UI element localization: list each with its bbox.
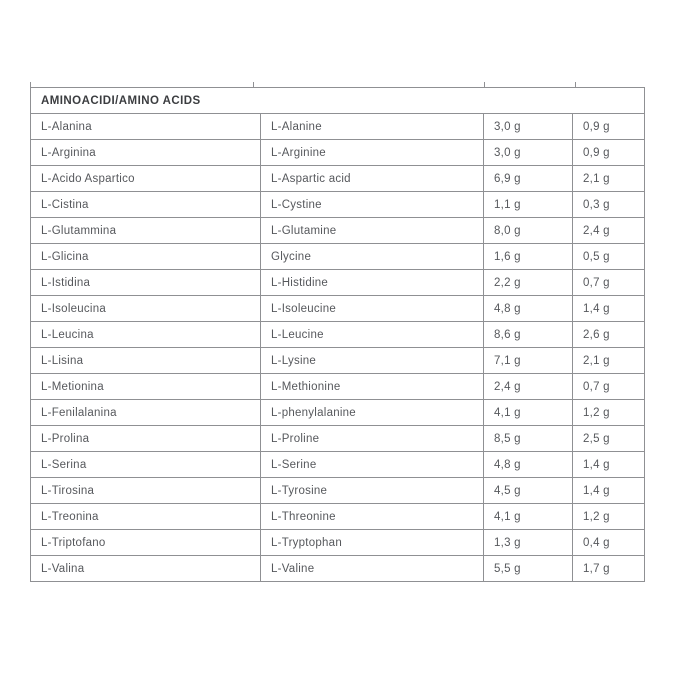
amino-name-english-cell: L-phenylalanine bbox=[261, 400, 484, 426]
table-row bbox=[31, 296, 645, 322]
amino-name-italian-cell: L-Isoleucina bbox=[31, 296, 261, 322]
amino-name-english-cell: L-Tyrosine bbox=[261, 478, 484, 504]
amino-name-italian-cell: L-Tirosina bbox=[31, 478, 261, 504]
amino-name-english-cell: L-Tryptophan bbox=[261, 530, 484, 556]
amino-name-italian-cell: L-Prolina bbox=[31, 426, 261, 452]
amino-name-italian-cell: L-Acido Aspartico bbox=[31, 166, 261, 192]
amino-name-italian-cell: L-Metionina bbox=[31, 374, 261, 400]
table-row bbox=[31, 530, 645, 556]
amount-value-1-cell: 8,0 g bbox=[484, 218, 573, 244]
amino-name-english-cell: L-Lysine bbox=[261, 348, 484, 374]
amino-name-italian-cell: L-Serina bbox=[31, 452, 261, 478]
amount-value-2-cell: 0,3 g bbox=[573, 192, 645, 218]
amount-value-2-cell: 2,5 g bbox=[573, 426, 645, 452]
amino-name-italian-cell: L-Istidina bbox=[31, 270, 261, 296]
amino-name-english-cell: Glycine bbox=[261, 244, 484, 270]
amount-value-1-cell: 1,1 g bbox=[484, 192, 573, 218]
amino-name-italian-cell: L-Treonina bbox=[31, 504, 261, 530]
amino-name-english-cell: L-Arginine bbox=[261, 140, 484, 166]
table-row bbox=[31, 400, 645, 426]
table-row bbox=[31, 556, 645, 582]
section-header-label: AMINOACIDI/AMINO ACIDS bbox=[31, 88, 645, 114]
amino-name-english-cell: L-Isoleucine bbox=[261, 296, 484, 322]
table-row bbox=[31, 114, 645, 140]
amino-name-english-cell: L-Histidine bbox=[261, 270, 484, 296]
amino-acids-table bbox=[30, 87, 645, 582]
amino-name-italian-cell: L-Glicina bbox=[31, 244, 261, 270]
table-row bbox=[31, 452, 645, 478]
amino-name-english-cell: L-Valine bbox=[261, 556, 484, 582]
amino-name-italian-cell: L-Alanina bbox=[31, 114, 261, 140]
amount-value-2-cell: 0,9 g bbox=[573, 140, 645, 166]
amount-value-1-cell: 6,9 g bbox=[484, 166, 573, 192]
table-row bbox=[31, 504, 645, 530]
amount-value-2-cell: 0,4 g bbox=[573, 530, 645, 556]
amino-name-english-cell: L-Alanine bbox=[261, 114, 484, 140]
amount-value-1-cell: 8,6 g bbox=[484, 322, 573, 348]
amino-name-italian-cell: L-Valina bbox=[31, 556, 261, 582]
amount-value-2-cell: 2,1 g bbox=[573, 348, 645, 374]
amount-value-2-cell: 0,9 g bbox=[573, 114, 645, 140]
amount-value-2-cell: 2,1 g bbox=[573, 166, 645, 192]
amount-value-1-cell: 5,5 g bbox=[484, 556, 573, 582]
table-row bbox=[31, 478, 645, 504]
amino-name-italian-cell: L-Triptofano bbox=[31, 530, 261, 556]
amount-value-1-cell: 1,3 g bbox=[484, 530, 573, 556]
table-row bbox=[31, 192, 645, 218]
amount-value-1-cell: 2,4 g bbox=[484, 374, 573, 400]
amount-value-2-cell: 0,7 g bbox=[573, 270, 645, 296]
amount-value-2-cell: 0,5 g bbox=[573, 244, 645, 270]
amount-value-2-cell: 1,2 g bbox=[573, 504, 645, 530]
amino-acids-tbody bbox=[31, 114, 645, 582]
amino-name-italian-cell: L-Cistina bbox=[31, 192, 261, 218]
amino-name-italian-cell: L-Lisina bbox=[31, 348, 261, 374]
amount-value-2-cell: 1,2 g bbox=[573, 400, 645, 426]
amount-value-2-cell: 1,4 g bbox=[573, 296, 645, 322]
amount-value-1-cell: 3,0 g bbox=[484, 114, 573, 140]
section-header-row bbox=[31, 88, 645, 114]
amount-value-2-cell: 2,4 g bbox=[573, 218, 645, 244]
amino-name-english-cell: L-Methionine bbox=[261, 374, 484, 400]
amino-acids-table-container bbox=[30, 87, 644, 582]
amino-name-italian-cell: L-Glutammina bbox=[31, 218, 261, 244]
amino-name-english-cell: L-Glutamine bbox=[261, 218, 484, 244]
amount-value-1-cell: 7,1 g bbox=[484, 348, 573, 374]
amount-value-1-cell: 4,1 g bbox=[484, 400, 573, 426]
amino-name-italian-cell: L-Fenilalanina bbox=[31, 400, 261, 426]
amino-name-english-cell: L-Cystine bbox=[261, 192, 484, 218]
amount-value-1-cell: 3,0 g bbox=[484, 140, 573, 166]
amount-value-1-cell: 2,2 g bbox=[484, 270, 573, 296]
amino-name-english-cell: L-Threonine bbox=[261, 504, 484, 530]
amount-value-1-cell: 8,5 g bbox=[484, 426, 573, 452]
amino-name-italian-cell: L-Arginina bbox=[31, 140, 261, 166]
amino-name-english-cell: L-Leucine bbox=[261, 322, 484, 348]
table-row bbox=[31, 218, 645, 244]
table-row bbox=[31, 140, 645, 166]
amount-value-1-cell: 1,6 g bbox=[484, 244, 573, 270]
amino-name-english-cell: L-Serine bbox=[261, 452, 484, 478]
table-row bbox=[31, 166, 645, 192]
amount-value-2-cell: 0,7 g bbox=[573, 374, 645, 400]
table-row bbox=[31, 322, 645, 348]
amount-value-1-cell: 4,1 g bbox=[484, 504, 573, 530]
amino-name-italian-cell: L-Leucina bbox=[31, 322, 261, 348]
amount-value-2-cell: 2,6 g bbox=[573, 322, 645, 348]
amino-name-english-cell: L-Aspartic acid bbox=[261, 166, 484, 192]
amount-value-2-cell: 1,7 g bbox=[573, 556, 645, 582]
table-row bbox=[31, 270, 645, 296]
table-row bbox=[31, 426, 645, 452]
amount-value-2-cell: 1,4 g bbox=[573, 452, 645, 478]
amount-value-1-cell: 4,8 g bbox=[484, 452, 573, 478]
table-row bbox=[31, 244, 645, 270]
amount-value-1-cell: 4,8 g bbox=[484, 296, 573, 322]
table-row bbox=[31, 374, 645, 400]
amount-value-1-cell: 4,5 g bbox=[484, 478, 573, 504]
amount-value-2-cell: 1,4 g bbox=[573, 478, 645, 504]
amino-name-english-cell: L-Proline bbox=[261, 426, 484, 452]
table-row bbox=[31, 348, 645, 374]
